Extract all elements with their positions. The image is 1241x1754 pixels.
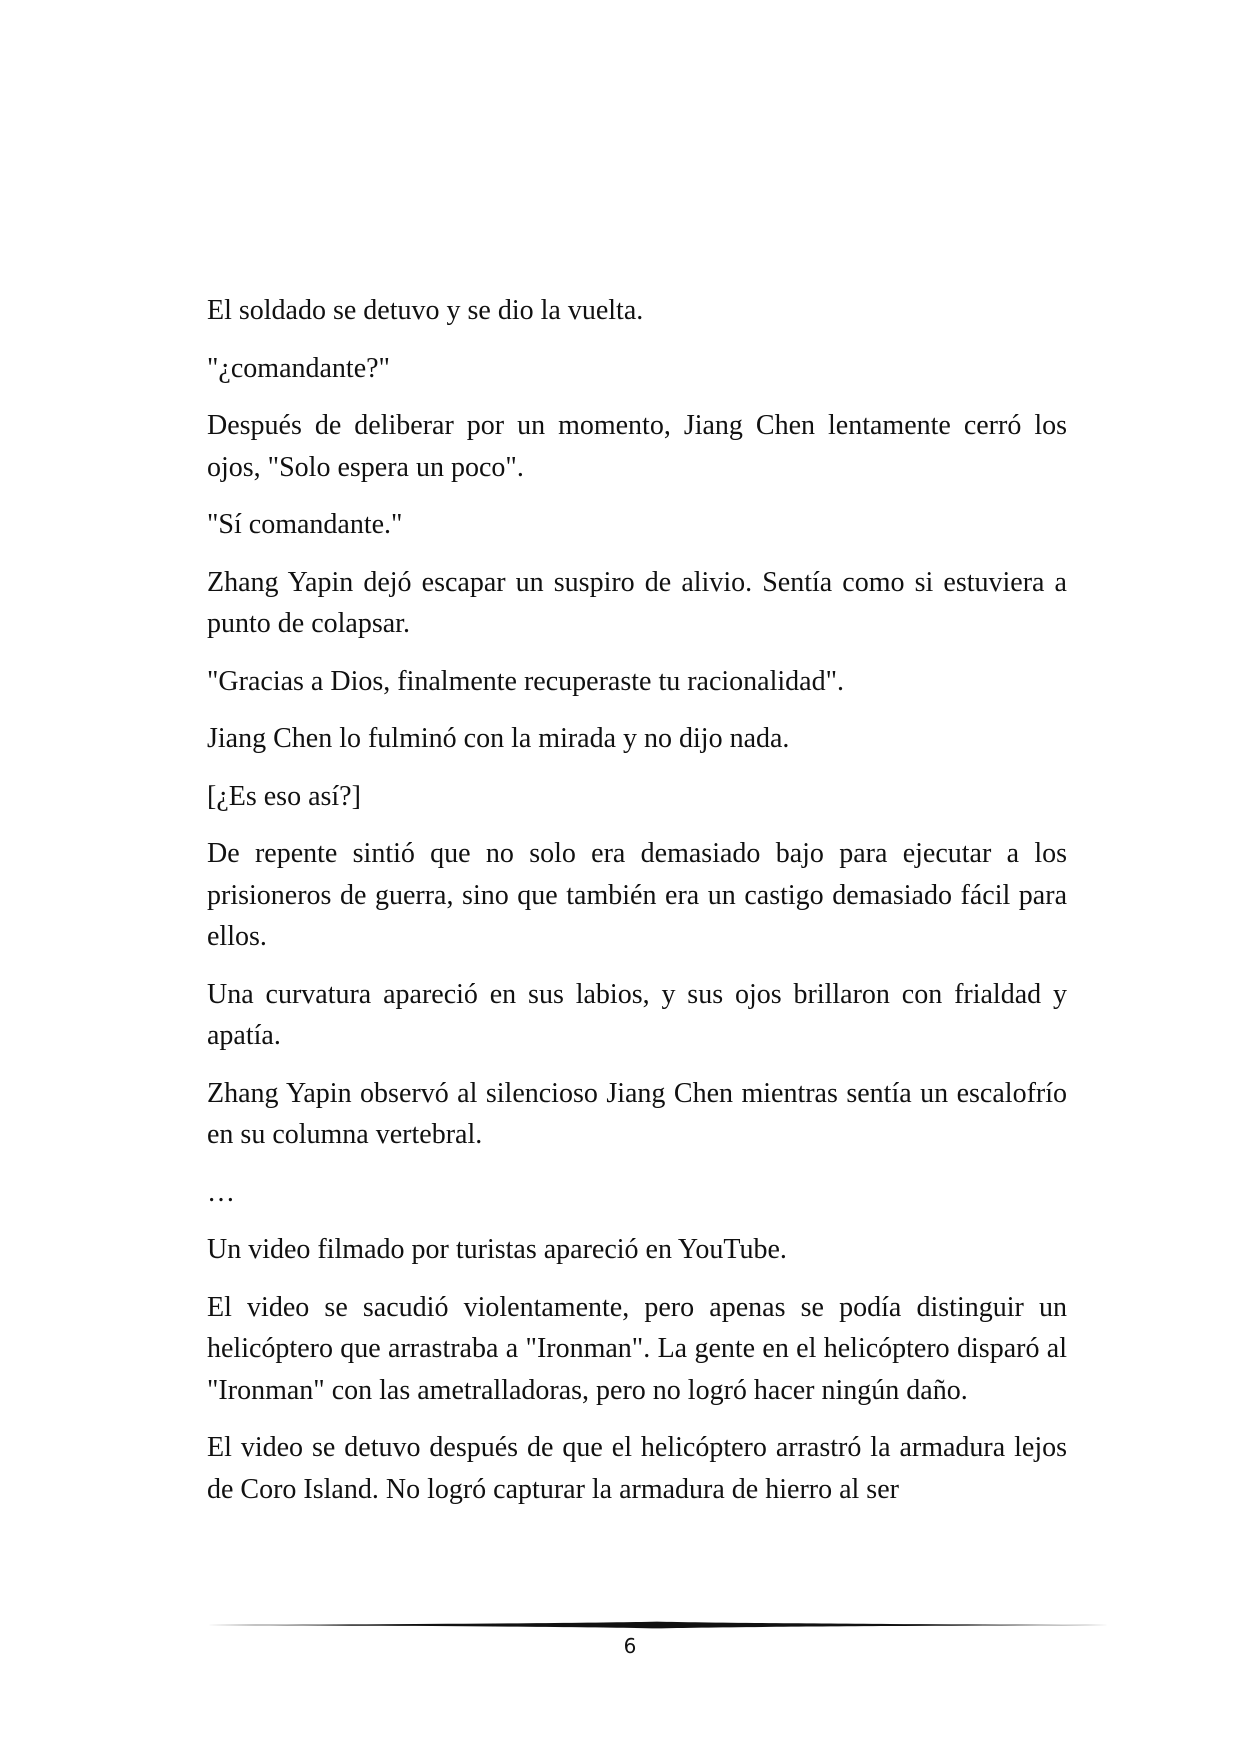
paragraph: Zhang Yapin observó al silencioso Jiang Chen mientras sentía un escalofrío en su columna vertebral.: [207, 1077, 1067, 1150]
body-text: [207, 290, 1067, 1526]
paragraph: El soldado se detuvo y se dio la vuelta.: [207, 295, 644, 326]
paragraph: Un video filmado por turistas apareció en YouTube.: [207, 1234, 787, 1265]
paragraph: "¿comandante?": [207, 352, 390, 384]
paragraph: …: [207, 1176, 235, 1208]
paragraph: [¿Es eso así?]: [207, 780, 361, 812]
paragraph: Jiang Chen lo fulminó con la mirada y no dijo nada.: [207, 723, 790, 754]
footer-divider: [207, 1619, 1109, 1631]
paragraph: Una curvatura apareció en sus labios, y sus ojos brillaron con frialdad y apatía.: [207, 978, 1067, 1051]
paragraph: De repente sintió que no solo era demasiado bajo para ejecutar a los prisioneros de guerra, sino que también era un castigo demasiado fácil para ellos.: [207, 838, 1067, 952]
page-number: 6: [623, 1634, 637, 1658]
paragraph: Después de deliberar por un momento, Jiang Chen lentamente cerró los ojos, "Solo espera un poco".: [207, 410, 1067, 483]
paragraph: "Gracias a Dios, finalmente recuperaste tu racionalidad".: [207, 665, 845, 697]
paragraph: El video se sacudió violentamente, pero apenas se podía distinguir un helicóptero que arrastraba a "Ironman". La gente en el helicóptero disparó al "Ironman" con las ametralladoras, pero no logró hacer ningún daño.: [207, 1291, 1067, 1406]
paragraph: Zhang Yapin dejó escapar un suspiro de alivio. Sentía como si estuviera a punto de colapsar.: [207, 566, 1067, 639]
paragraph: "Sí comandante.": [207, 509, 403, 540]
paragraph: El video se detuvo después de que el helicóptero arrastró la armadura lejos de Coro Island. No logró capturar la armadura de hierro al ser: [207, 1432, 1067, 1505]
